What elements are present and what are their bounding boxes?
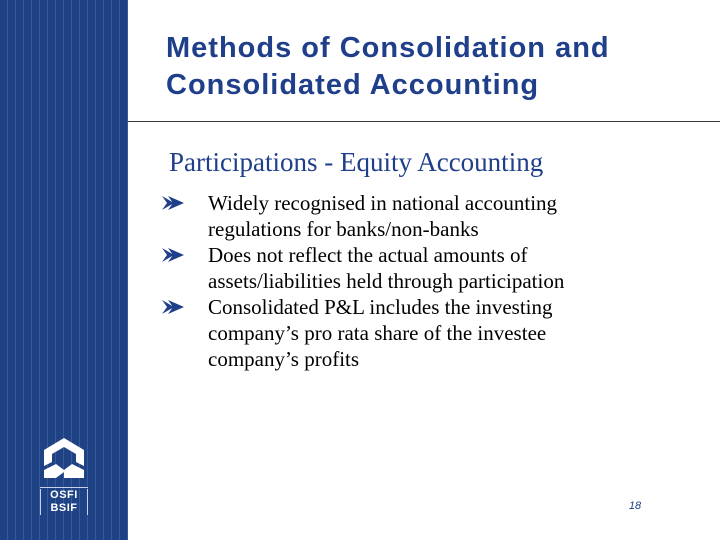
chevron-arrow-icon — [162, 196, 184, 210]
bullet-item — [160, 294, 630, 372]
osfi-emblem-icon — [34, 432, 94, 532]
logo-text-bsif: BSIF — [50, 502, 78, 514]
logo-text-osfi: OSFI — [50, 489, 78, 501]
left-sidebar — [0, 0, 128, 540]
slide-subheading: Participations - Equity Accounting — [169, 147, 544, 177]
title-divider — [128, 121, 720, 122]
bullet-text: Consolidated P&L includes the investing company’s pro rata share of the investee company’s profits — [208, 295, 553, 371]
page-number: 18 — [628, 500, 642, 512]
bullet-item — [160, 190, 630, 242]
bullet-item — [160, 242, 630, 294]
chevron-arrow-icon — [162, 248, 184, 262]
chevron-arrow-icon — [162, 300, 184, 314]
bullet-text: Widely recognised in national accounting regulations for banks/non-banks — [208, 191, 558, 241]
bullet-text: Does not reflect the actual amounts of assets/liabilities held through participation — [208, 243, 565, 293]
bullet-list — [160, 190, 630, 372]
slide-title: Methods of Consolidation and Consolidated Accounting — [166, 32, 610, 101]
logo-divider — [40, 487, 88, 488]
